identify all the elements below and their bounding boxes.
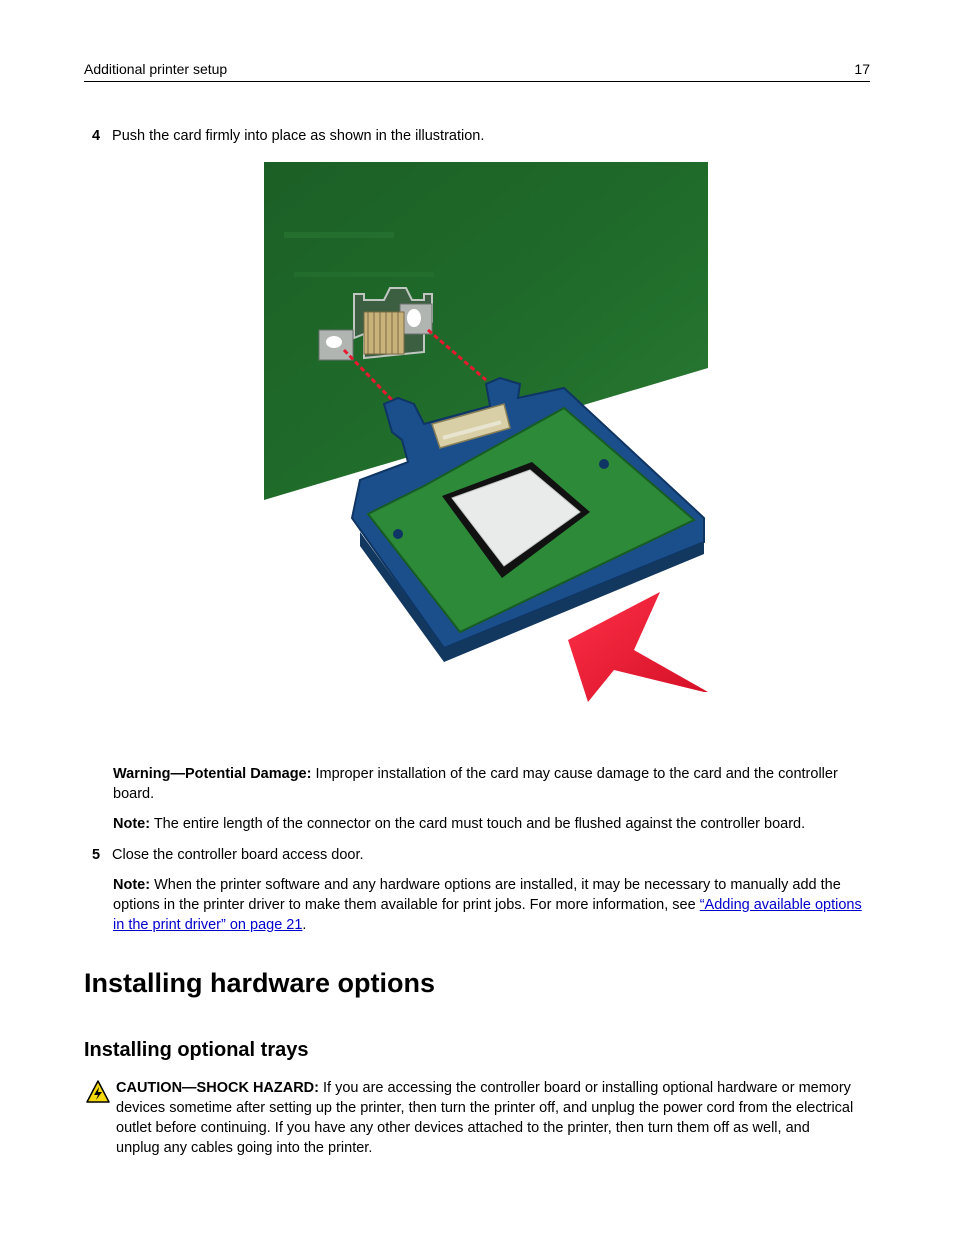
caution-text: If you are accessing the controller board or installing optional hardware or memory devices sometime after setting up the printer, then turn the printer off, and unplug the power cord from the electrical outlet before continuing. If you have any other devices attached to the printer, then turn them off as well, and unplug any cables going into the printer. — [116, 1080, 854, 1156]
warning-paragraph — [113, 764, 863, 804]
push-direction-arrow — [568, 592, 708, 702]
note-text: When the printer software and any hardware options are installed, it may be necessary to manually add the options in the printer driver to make them available for print jobs. For more information, see — [113, 877, 841, 913]
subsection-heading: Installing optional trays — [84, 1039, 309, 1061]
note-driver — [113, 875, 863, 935]
step-text: Close the controller board access door. — [112, 847, 364, 863]
header-divider — [84, 81, 870, 82]
step-number: 5 — [91, 847, 101, 863]
page-number: 17 — [854, 61, 870, 77]
caution-label: CAUTION—SHOCK HAZARD: — [116, 1080, 319, 1096]
card-install-illustration — [264, 162, 708, 748]
note-connector — [113, 814, 863, 834]
note-text: The entire length of the connector on the card must touch and be flushed against the controller board. — [150, 816, 806, 832]
note-text-end: . — [302, 917, 307, 933]
step-5 — [84, 845, 364, 865]
running-header-title: Additional printer setup — [84, 61, 228, 77]
warning-label: Warning—Potential Damage: — [113, 766, 312, 782]
caution-paragraph — [116, 1078, 856, 1158]
shock-hazard-icon — [86, 1080, 110, 1104]
cross-reference-link[interactable]: “Adding available options in the print driver” on page 21 — [113, 897, 862, 933]
section-heading: Installing hardware options — [84, 968, 436, 998]
step-4 — [84, 126, 484, 146]
note-label: Note: — [113, 877, 151, 893]
warning-text: Improper installation of the card may cause damage to the card and the controller board. — [113, 766, 838, 802]
step-number: 4 — [91, 128, 101, 144]
note-label: Note: — [113, 816, 151, 832]
step-text: Push the card firmly into place as shown in the illustration. — [112, 128, 485, 144]
